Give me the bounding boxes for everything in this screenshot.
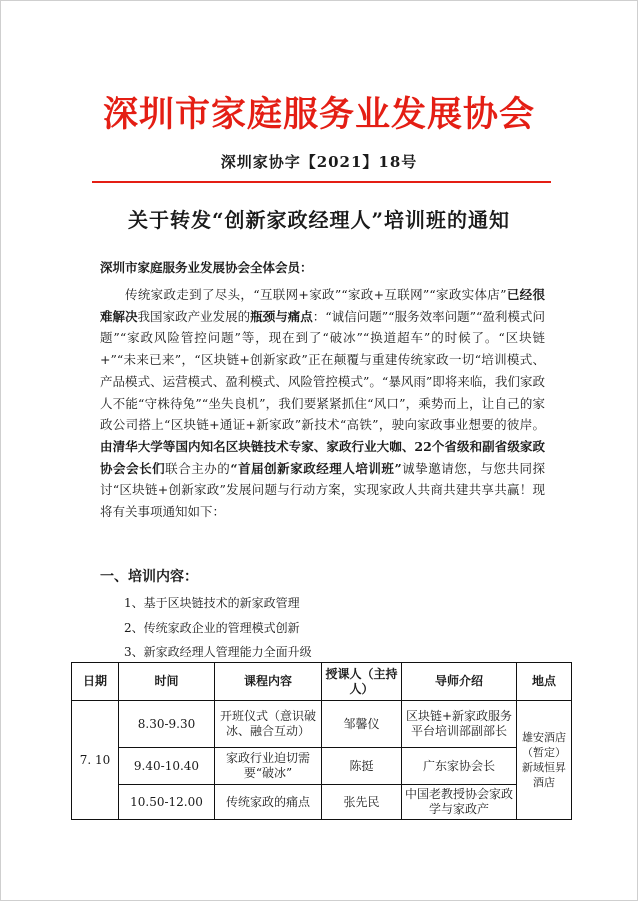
- cell-course: 传统家政的痛点: [215, 785, 322, 820]
- body-text-2: 我国家政产业发展的: [137, 308, 251, 324]
- header-course: 课程内容: [215, 663, 322, 701]
- body-bold-1: 已经很难解决: [100, 287, 545, 324]
- cell-time: 10.50-12.00: [119, 785, 215, 820]
- notice-body: [100, 284, 545, 523]
- organization-title: 深圳市家庭服务业发展协会: [102, 94, 535, 135]
- body-text-1: 传统家政走到了尽头，“互联网+家政”“家政+互联网”“家政实体店”: [125, 287, 507, 302]
- body-bold-organizers: 由清华大学等国内知名区块链技术专家、家政行业大咖、22个省级和副省级家政协会会长们: [100, 438, 545, 476]
- header-mentor-intro: 导师介绍: [402, 663, 517, 701]
- body-text-3: ：“诚信问题”“服务效率问题”“盈利模式问题”“家政风险管控问题”等，现在到了“破冰”“换道超车”的时候了。“区块链+”“未来已来”，“区块链+创新家政”正在颠覆与重建传统家政一切“培训模式、产品模式、运营模式、盈利模式、风险管控模式”。“暴风雨”即将来临，我们家政人不能“守株待兔”“坐失良机”，我们要紧紧抓住“风口”，乘势而上，让自己的家政公司搭上“区块链+通证+新家政”新技术“高铁”，驶向家政事业想要的彼岸。: [100, 308, 545, 433]
- cell-venue: 雄安酒店（暂定）新域恒昇酒店: [517, 701, 572, 820]
- body-text-6: 诚挚邀请您，与您共同探讨“区块链+创新家政”发展问题与行动方案，实现家政人共商共建共享共赢！现将有关事项通知如下：: [100, 460, 545, 520]
- cell-time: 9.40-10.40: [119, 748, 215, 785]
- table-row: [72, 785, 572, 820]
- cell-time: 8.30-9.30: [119, 701, 215, 748]
- cell-course: 家政行业迫切需要“破冰”: [215, 748, 322, 785]
- document-number: 深圳家协字【2021】18号: [220, 153, 418, 171]
- header-venue: 地点: [517, 663, 572, 701]
- list-item: 3、新家政经理人管理能力全面升级: [124, 645, 312, 659]
- header-lecturer: 授课人（主持人）: [322, 663, 402, 701]
- body-bold-2: 瓶颈与痛点: [250, 308, 313, 324]
- body-text-5: 联合主办的: [165, 460, 231, 476]
- cell-mentor-intro: 中国老教授协会家政学与家政产: [402, 785, 517, 820]
- training-content-list: [124, 591, 312, 665]
- header-date: 日期: [72, 663, 119, 701]
- list-item: 1、基于区块链技术的新家政管理: [124, 596, 300, 610]
- cell-mentor-intro: 广东家协会长: [402, 748, 517, 785]
- cell-mentor-intro: 区块链+新家政服务平台培训部副部长: [402, 701, 517, 748]
- body-bold-training-name: “首届创新家政经理人培训班”: [230, 460, 402, 476]
- cell-date: 7. 10: [72, 701, 119, 820]
- cell-lecturer: 张先民: [322, 785, 402, 820]
- list-item: 2、传统家政企业的管理模式创新: [124, 620, 300, 635]
- salutation: 深圳市家庭服务业发展协会全体会员：: [100, 260, 313, 275]
- section-heading-training-content: 一、培训内容：: [100, 569, 198, 585]
- cell-lecturer: 陈挺: [322, 748, 402, 785]
- red-divider: [92, 181, 551, 183]
- table-row: [72, 701, 572, 748]
- cell-lecturer: 邹馨仪: [322, 701, 402, 748]
- table-header-row: [72, 663, 572, 701]
- header-time: 时间: [119, 663, 215, 701]
- notice-title: 关于转发“创新家政经理人”培训班的通知: [127, 208, 510, 232]
- table-row: [72, 748, 572, 785]
- schedule-table: [71, 662, 572, 820]
- cell-course: 开班仪式（意识破冰、融合互动）: [215, 701, 322, 748]
